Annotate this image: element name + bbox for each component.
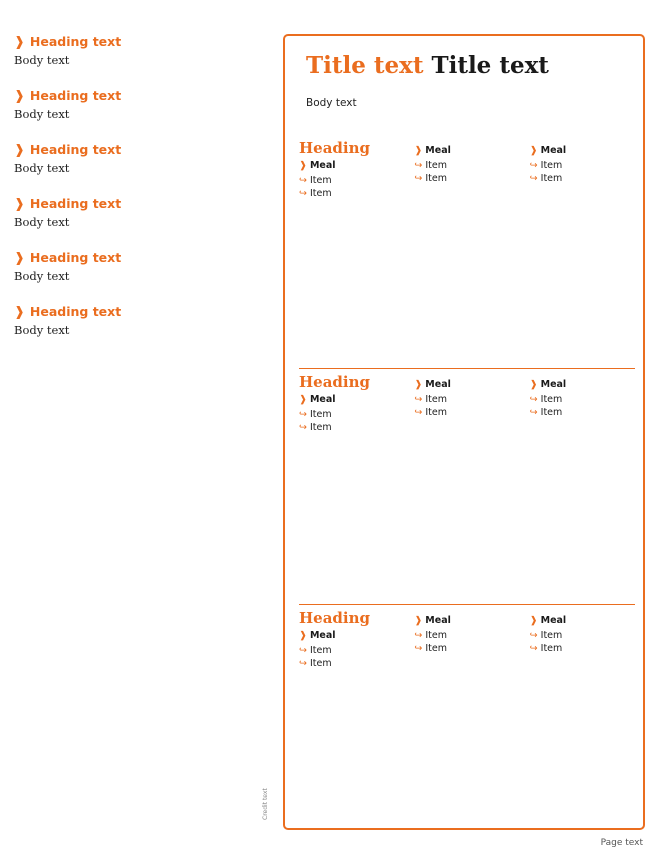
month-section — [299, 139, 635, 200]
menu-column — [299, 139, 404, 200]
menu-column — [414, 376, 519, 434]
meal-marker-icon: ❱ — [299, 160, 307, 171]
meal-label: ❱ Meal — [414, 615, 451, 626]
menu-item: ↪ Item — [299, 422, 332, 433]
meal-marker-icon: ❱ — [414, 615, 423, 626]
month-name: Heading — [299, 139, 371, 157]
month-name: Heading — [299, 609, 371, 627]
note-body: Body text — [14, 215, 70, 229]
menu-item: ↪ Item — [299, 658, 332, 669]
meal-marker-icon: ❱ — [299, 630, 307, 641]
item-arrow-icon: ↪ — [414, 173, 423, 184]
item-arrow-icon: ↪ — [299, 645, 307, 656]
item-arrow-icon: ↪ — [414, 160, 423, 171]
item-arrow-icon: ↪ — [529, 407, 538, 418]
meal-label: ❱ Meal — [414, 145, 451, 156]
menu-item: ↪ Item — [529, 160, 563, 171]
section-divider — [299, 368, 635, 369]
bullet-mark-icon: ❱ — [14, 89, 25, 104]
item-arrow-icon: ↪ — [529, 394, 538, 405]
menu-item: ↪ Item — [299, 188, 332, 199]
item-arrow-icon: ↪ — [299, 175, 307, 186]
menu-item: ↪ Item — [414, 630, 447, 641]
note-heading: Heading text — [29, 196, 122, 211]
note-heading: Heading text — [29, 88, 122, 103]
note-body: Body text — [14, 269, 70, 283]
menu-item: ↪ Item — [299, 645, 332, 656]
menu-column — [414, 612, 519, 670]
note-body: Body text — [14, 53, 70, 67]
page-footer: Page text — [600, 838, 643, 848]
note — [14, 196, 260, 230]
item-arrow-icon: ↪ — [414, 394, 423, 405]
item-arrow-icon: ↪ — [299, 422, 307, 433]
meal-label: ❱ Meal — [414, 379, 451, 390]
menu-column — [530, 376, 635, 434]
meal-marker-icon: ❱ — [414, 379, 423, 390]
month-section — [299, 609, 635, 670]
note-heading: Heading text — [29, 142, 122, 157]
menu-item: ↪ Item — [414, 407, 447, 418]
section-divider — [299, 604, 635, 605]
meal-marker-icon: ❱ — [529, 615, 538, 626]
bullet-mark-icon: ❱ — [14, 305, 25, 320]
menu-item: ↪ Item — [414, 394, 447, 405]
note-heading: Heading text — [29, 250, 122, 265]
menu-item: ↪ Item — [299, 409, 332, 420]
item-arrow-icon: ↪ — [414, 643, 423, 654]
bullet-mark-icon: ❱ — [14, 197, 25, 212]
menu-box-intro: Body text — [306, 97, 357, 109]
meal-label: ❱ Meal — [529, 379, 567, 390]
item-arrow-icon: ↪ — [529, 173, 538, 184]
note-body: Body text — [14, 107, 70, 121]
month-name: Heading — [299, 373, 371, 391]
menu-column — [414, 142, 519, 200]
item-arrow-icon: ↪ — [299, 188, 307, 199]
note-body: Body text — [14, 161, 70, 175]
menu-column — [299, 609, 404, 670]
month-section — [299, 373, 635, 434]
item-arrow-icon: ↪ — [414, 407, 423, 418]
menu-column — [530, 612, 635, 670]
menu-item: ↪ Item — [529, 643, 563, 654]
note — [14, 304, 260, 338]
menu-item: ↪ Item — [299, 175, 332, 186]
bullet-mark-icon: ❱ — [14, 35, 25, 50]
menu-column — [299, 373, 404, 434]
menu-item: ↪ Item — [529, 407, 563, 418]
left-column — [14, 34, 260, 358]
menu-item: ↪ Item — [414, 160, 447, 171]
meal-marker-icon: ❱ — [529, 145, 538, 156]
item-arrow-icon: ↪ — [299, 409, 307, 420]
note-body: Body text — [14, 323, 70, 337]
note-heading: Heading text — [29, 304, 122, 319]
menu-item: ↪ Item — [529, 394, 563, 405]
meal-label: ❱ Meal — [299, 630, 336, 641]
bullet-mark-icon: ❱ — [14, 143, 25, 158]
bullet-mark-icon: ❱ — [14, 251, 25, 266]
meal-label: ❱ Meal — [299, 160, 336, 171]
meal-marker-icon: ❱ — [529, 379, 538, 390]
item-arrow-icon: ↪ — [529, 630, 538, 641]
item-arrow-icon: ↪ — [299, 658, 307, 669]
menu-item: ↪ Item — [414, 173, 447, 184]
meal-marker-icon: ❱ — [299, 394, 307, 405]
menu-item: ↪ Item — [414, 643, 447, 654]
note — [14, 88, 260, 122]
item-arrow-icon: ↪ — [529, 160, 538, 171]
meal-marker-icon: ❱ — [414, 145, 423, 156]
meal-label: ❱ Meal — [529, 615, 567, 626]
item-arrow-icon: ↪ — [529, 643, 538, 654]
note-heading: Heading text — [29, 34, 122, 49]
meal-label: ❱ Meal — [299, 394, 336, 405]
menu-box-title: Title text Title text — [306, 52, 549, 79]
menu-item: ↪ Item — [529, 173, 563, 184]
menu-item: ↪ Item — [529, 630, 563, 641]
meal-label: ❱ Meal — [529, 145, 567, 156]
note — [14, 142, 260, 176]
item-arrow-icon: ↪ — [414, 630, 423, 641]
note — [14, 250, 260, 284]
note — [14, 34, 260, 68]
photo-credit: Credit text — [262, 788, 269, 820]
menu-column — [530, 142, 635, 200]
